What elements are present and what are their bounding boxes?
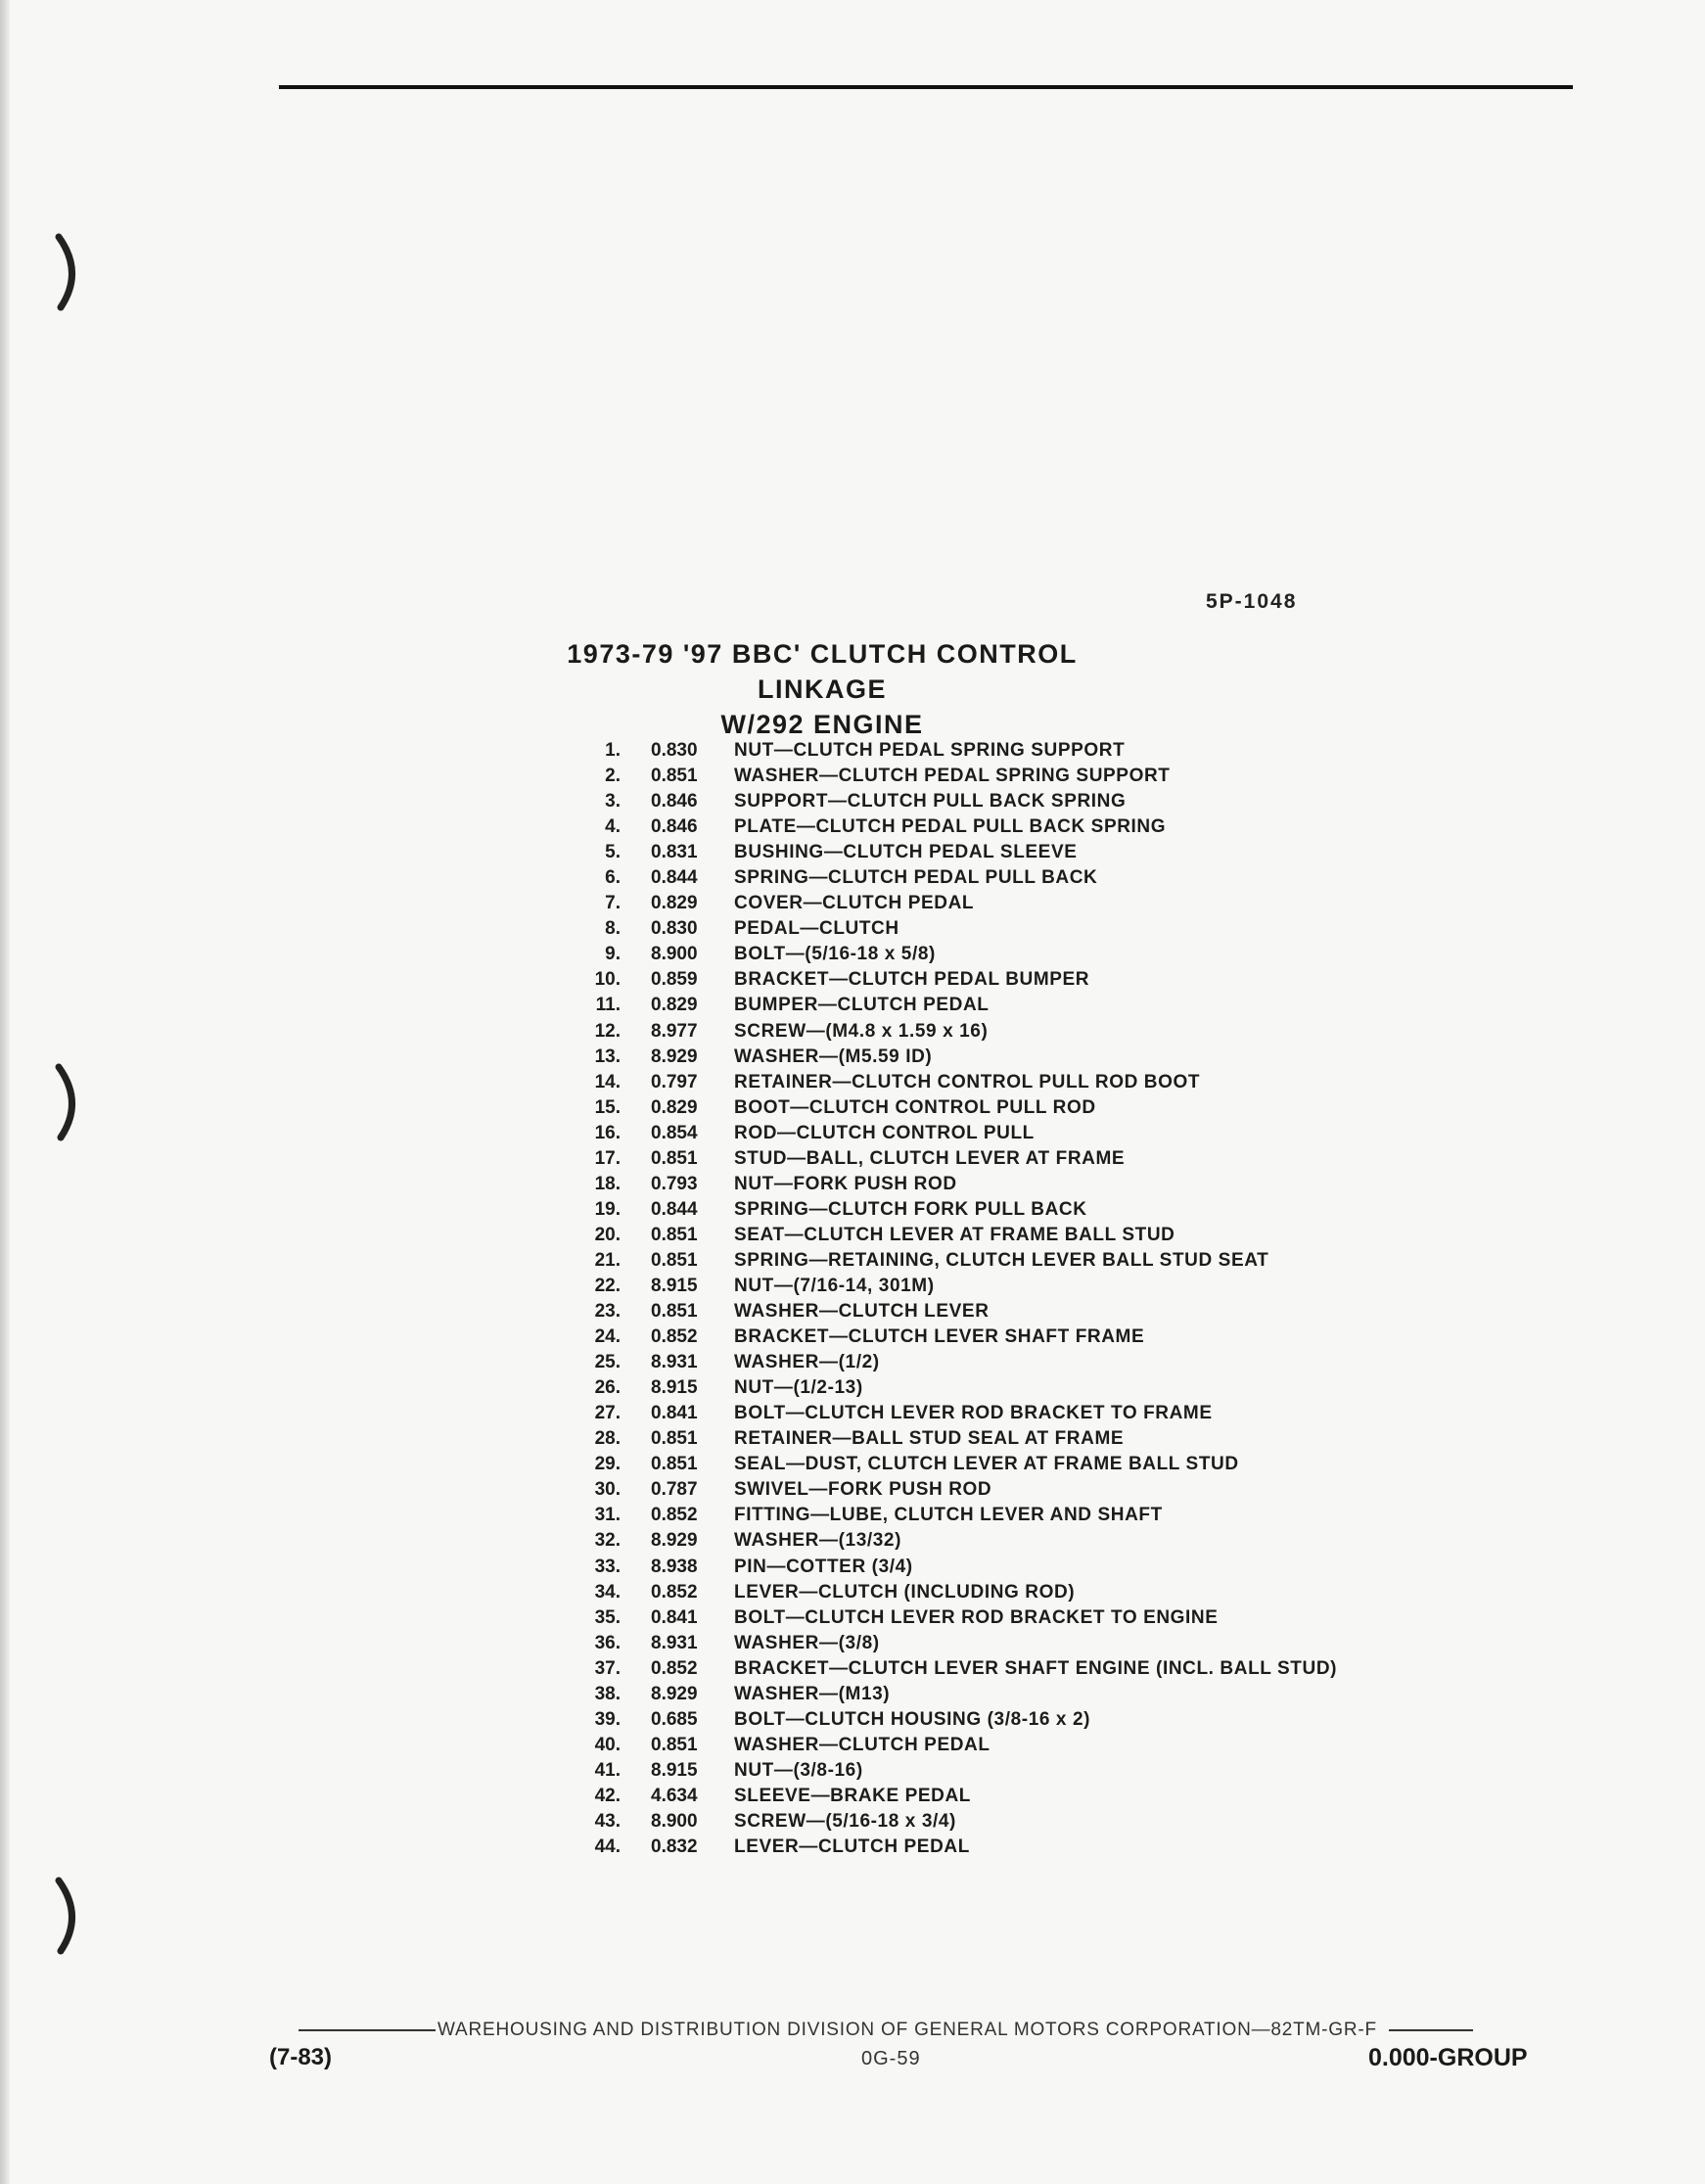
page-edge-shadow xyxy=(0,0,10,2184)
part-number: 41. xyxy=(594,1759,621,1781)
part-number: 5. xyxy=(605,842,621,863)
group-number: 8.929 xyxy=(651,1046,698,1067)
part-number: 26. xyxy=(594,1377,621,1399)
group-number: 8.915 xyxy=(651,1275,698,1296)
footer-page-number: 0G-59 xyxy=(861,2048,921,2069)
part-number: 23. xyxy=(594,1301,621,1323)
part-description: BRACKET—CLUTCH PEDAL BUMPER xyxy=(734,969,1090,991)
part-description: BOOT—CLUTCH CONTROL PULL ROD xyxy=(734,1096,1096,1118)
part-description: BRACKET—CLUTCH LEVER SHAFT ENGINE (INCL. BALL STUD) xyxy=(734,1657,1338,1679)
part-number: 39. xyxy=(594,1708,621,1730)
part-description: BOLT—CLUTCH HOUSING (3/8-16 x 2) xyxy=(734,1708,1091,1730)
top-rule xyxy=(279,85,1573,89)
part-description: BOLT—CLUTCH LEVER ROD BRACKET TO ENGINE xyxy=(734,1606,1219,1628)
group-number: 0.841 xyxy=(651,1403,698,1424)
group-number: 8.977 xyxy=(651,1020,698,1042)
part-description: NUT—(7/16-14, 301M) xyxy=(734,1275,935,1296)
binder-hole-mark xyxy=(51,1063,90,1141)
part-description: SEAL—DUST, CLUTCH LEVER AT FRAME BALL STUD xyxy=(734,1454,1239,1475)
part-number: 30. xyxy=(594,1479,621,1501)
group-number: 0.829 xyxy=(651,1096,698,1118)
part-number: 22. xyxy=(594,1275,621,1296)
part-number: 3. xyxy=(605,791,621,813)
group-number: 0.852 xyxy=(651,1657,698,1679)
group-number: 0.829 xyxy=(651,995,698,1016)
group-number: 0.846 xyxy=(651,791,698,813)
group-number: 0.852 xyxy=(651,1505,698,1526)
part-description: WASHER—(1/2) xyxy=(734,1352,880,1373)
part-number: 37. xyxy=(594,1657,621,1679)
part-description: LEVER—CLUTCH (INCLUDING ROD) xyxy=(734,1581,1076,1603)
part-description: RETAINER—BALL STUD SEAL AT FRAME xyxy=(734,1428,1125,1450)
part-number: 8. xyxy=(605,918,621,940)
part-description: BUMPER—CLUTCH PEDAL xyxy=(734,995,990,1016)
part-description: NUT—FORK PUSH ROD xyxy=(734,1173,957,1194)
part-description: WASHER—CLUTCH LEVER xyxy=(734,1301,990,1323)
part-number: 4. xyxy=(605,816,621,838)
title-line-1: 1973-79 '97 BBC' CLUTCH CONTROL LINKAGE xyxy=(567,639,1078,704)
part-description: SCREW—(M4.8 x 1.59 x 16) xyxy=(734,1020,989,1042)
part-number: 2. xyxy=(605,766,621,787)
group-number: 8.929 xyxy=(651,1683,698,1704)
part-description: NUT—CLUTCH PEDAL SPRING SUPPORT xyxy=(734,740,1126,761)
part-number: 14. xyxy=(594,1071,621,1092)
group-number: 8.931 xyxy=(651,1632,698,1653)
group-number: 8.929 xyxy=(651,1530,698,1552)
footer-date: (7-83) xyxy=(269,2044,333,2070)
footer-group: 0.000-GROUP xyxy=(1368,2044,1528,2071)
group-number: 8.900 xyxy=(651,944,698,965)
part-description: WASHER—CLUTCH PEDAL xyxy=(734,1734,991,1755)
part-description: SLEEVE—BRAKE PEDAL xyxy=(734,1785,972,1806)
part-description: SEAT—CLUTCH LEVER AT FRAME BALL STUD xyxy=(734,1224,1175,1245)
group-number: 0.797 xyxy=(651,1071,698,1092)
part-number: 36. xyxy=(594,1632,621,1653)
group-number: 8.931 xyxy=(651,1352,698,1373)
part-description: WASHER—(M13) xyxy=(734,1683,891,1704)
group-number: 0.851 xyxy=(651,1224,698,1245)
group-number: 0.852 xyxy=(651,1326,698,1348)
part-number: 20. xyxy=(594,1224,621,1245)
part-description: PLATE—CLUTCH PEDAL PULL BACK SPRING xyxy=(734,816,1167,838)
part-description: SUPPORT—CLUTCH PULL BACK SPRING xyxy=(734,791,1127,813)
group-number: 0.851 xyxy=(651,1301,698,1323)
group-number: 0.793 xyxy=(651,1173,698,1194)
part-number: 34. xyxy=(594,1581,621,1603)
part-number: 35. xyxy=(594,1606,621,1628)
part-description: PEDAL—CLUTCH xyxy=(734,918,899,940)
group-number: 0.685 xyxy=(651,1708,698,1730)
part-number: 10. xyxy=(594,969,621,991)
part-number: 21. xyxy=(594,1249,621,1271)
part-description: FITTING—LUBE, CLUTCH LEVER AND SHAFT xyxy=(734,1505,1163,1526)
group-number: 0.851 xyxy=(651,1734,698,1755)
part-number: 6. xyxy=(605,867,621,889)
part-number: 19. xyxy=(594,1198,621,1220)
part-description: BUSHING—CLUTCH PEDAL SLEEVE xyxy=(734,842,1078,863)
part-number: 27. xyxy=(594,1403,621,1424)
part-number: 43. xyxy=(594,1810,621,1832)
group-number: 0.851 xyxy=(651,1428,698,1450)
part-description: PIN—COTTER (3/4) xyxy=(734,1556,913,1577)
group-number: 0.859 xyxy=(651,969,698,991)
part-description: RETAINER—CLUTCH CONTROL PULL ROD BOOT xyxy=(734,1071,1201,1092)
page-title xyxy=(529,636,1116,742)
group-number: 4.634 xyxy=(651,1785,698,1806)
part-number: 33. xyxy=(594,1556,621,1577)
part-description: COVER—CLUTCH PEDAL xyxy=(734,893,975,914)
group-number: 0.846 xyxy=(651,816,698,838)
part-number: 1. xyxy=(605,740,621,761)
binder-hole-mark xyxy=(51,233,90,311)
group-number: 0.841 xyxy=(651,1606,698,1628)
part-number: 40. xyxy=(594,1734,621,1755)
part-description: WASHER—(3/8) xyxy=(734,1632,880,1653)
part-description: BOLT—CLUTCH LEVER ROD BRACKET TO FRAME xyxy=(734,1403,1213,1424)
group-number: 0.844 xyxy=(651,867,698,889)
group-number: 0.787 xyxy=(651,1479,698,1501)
footer-division-line xyxy=(299,2020,1544,2041)
part-description: WASHER—(M5.59 ID) xyxy=(734,1046,933,1067)
part-number: 29. xyxy=(594,1454,621,1475)
part-number: 32. xyxy=(594,1530,621,1552)
part-description: NUT—(3/8-16) xyxy=(734,1759,863,1781)
part-description: NUT—(1/2-13) xyxy=(734,1377,863,1399)
part-number: 15. xyxy=(594,1096,621,1118)
part-number: 44. xyxy=(594,1836,621,1858)
group-number: 0.851 xyxy=(651,1454,698,1475)
part-description: SCREW—(5/16-18 x 3/4) xyxy=(734,1810,956,1832)
group-number: 0.830 xyxy=(651,918,698,940)
group-number: 0.831 xyxy=(651,842,698,863)
part-number: 13. xyxy=(594,1046,621,1067)
title-line-2: W/292 ENGINE xyxy=(720,710,924,739)
part-description: BRACKET—CLUTCH LEVER SHAFT FRAME xyxy=(734,1326,1145,1348)
group-number: 8.938 xyxy=(651,1556,698,1577)
part-number: 18. xyxy=(594,1173,621,1194)
group-number: 0.852 xyxy=(651,1581,698,1603)
part-description: SPRING—CLUTCH FORK PULL BACK xyxy=(734,1198,1087,1220)
group-number: 0.851 xyxy=(651,1249,698,1271)
part-number: 31. xyxy=(594,1505,621,1526)
part-description: LEVER—CLUTCH PEDAL xyxy=(734,1836,970,1858)
group-number: 0.851 xyxy=(651,1147,698,1169)
group-number: 8.915 xyxy=(651,1759,698,1781)
part-number: 42. xyxy=(594,1785,621,1806)
part-number: 25. xyxy=(594,1352,621,1373)
part-number: 16. xyxy=(594,1122,621,1143)
footer-rule-left xyxy=(299,2029,436,2031)
group-number: 8.900 xyxy=(651,1810,698,1832)
part-number: 9. xyxy=(605,944,621,965)
part-description: WASHER—CLUTCH PEDAL SPRING SUPPORT xyxy=(734,766,1171,787)
part-number: 38. xyxy=(594,1683,621,1704)
part-number: 7. xyxy=(605,893,621,914)
footer-division-text: WAREHOUSING AND DISTRIBUTION DIVISION OF GENERAL MOTORS CORPORATION—82TM-GR-F xyxy=(438,2020,1377,2040)
group-number: 8.915 xyxy=(651,1377,698,1399)
part-description: SPRING—CLUTCH PEDAL PULL BACK xyxy=(734,867,1098,889)
footer-rule-right xyxy=(1389,2029,1473,2031)
group-number: 0.829 xyxy=(651,893,698,914)
part-number: 12. xyxy=(594,1020,621,1042)
part-description: STUD—BALL, CLUTCH LEVER AT FRAME xyxy=(734,1147,1126,1169)
binder-hole-mark xyxy=(51,1877,90,1955)
part-description: SWIVEL—FORK PUSH ROD xyxy=(734,1479,992,1501)
group-number: 0.851 xyxy=(651,766,698,787)
part-number: 24. xyxy=(594,1326,621,1348)
part-number: 17. xyxy=(594,1147,621,1169)
part-description: ROD—CLUTCH CONTROL PULL xyxy=(734,1122,1035,1143)
part-number: 28. xyxy=(594,1428,621,1450)
group-number: 0.844 xyxy=(651,1198,698,1220)
part-description: SPRING—RETAINING, CLUTCH LEVER BALL STUD SEAT xyxy=(734,1249,1269,1271)
group-number: 0.830 xyxy=(651,740,698,761)
part-number: 11. xyxy=(595,995,621,1016)
part-description: BOLT—(5/16-18 x 5/8) xyxy=(734,944,936,965)
part-description: WASHER—(13/32) xyxy=(734,1530,901,1552)
group-number: 0.832 xyxy=(651,1836,698,1858)
group-number: 0.854 xyxy=(651,1122,698,1143)
illustration-code: 5P-1048 xyxy=(1206,590,1298,613)
